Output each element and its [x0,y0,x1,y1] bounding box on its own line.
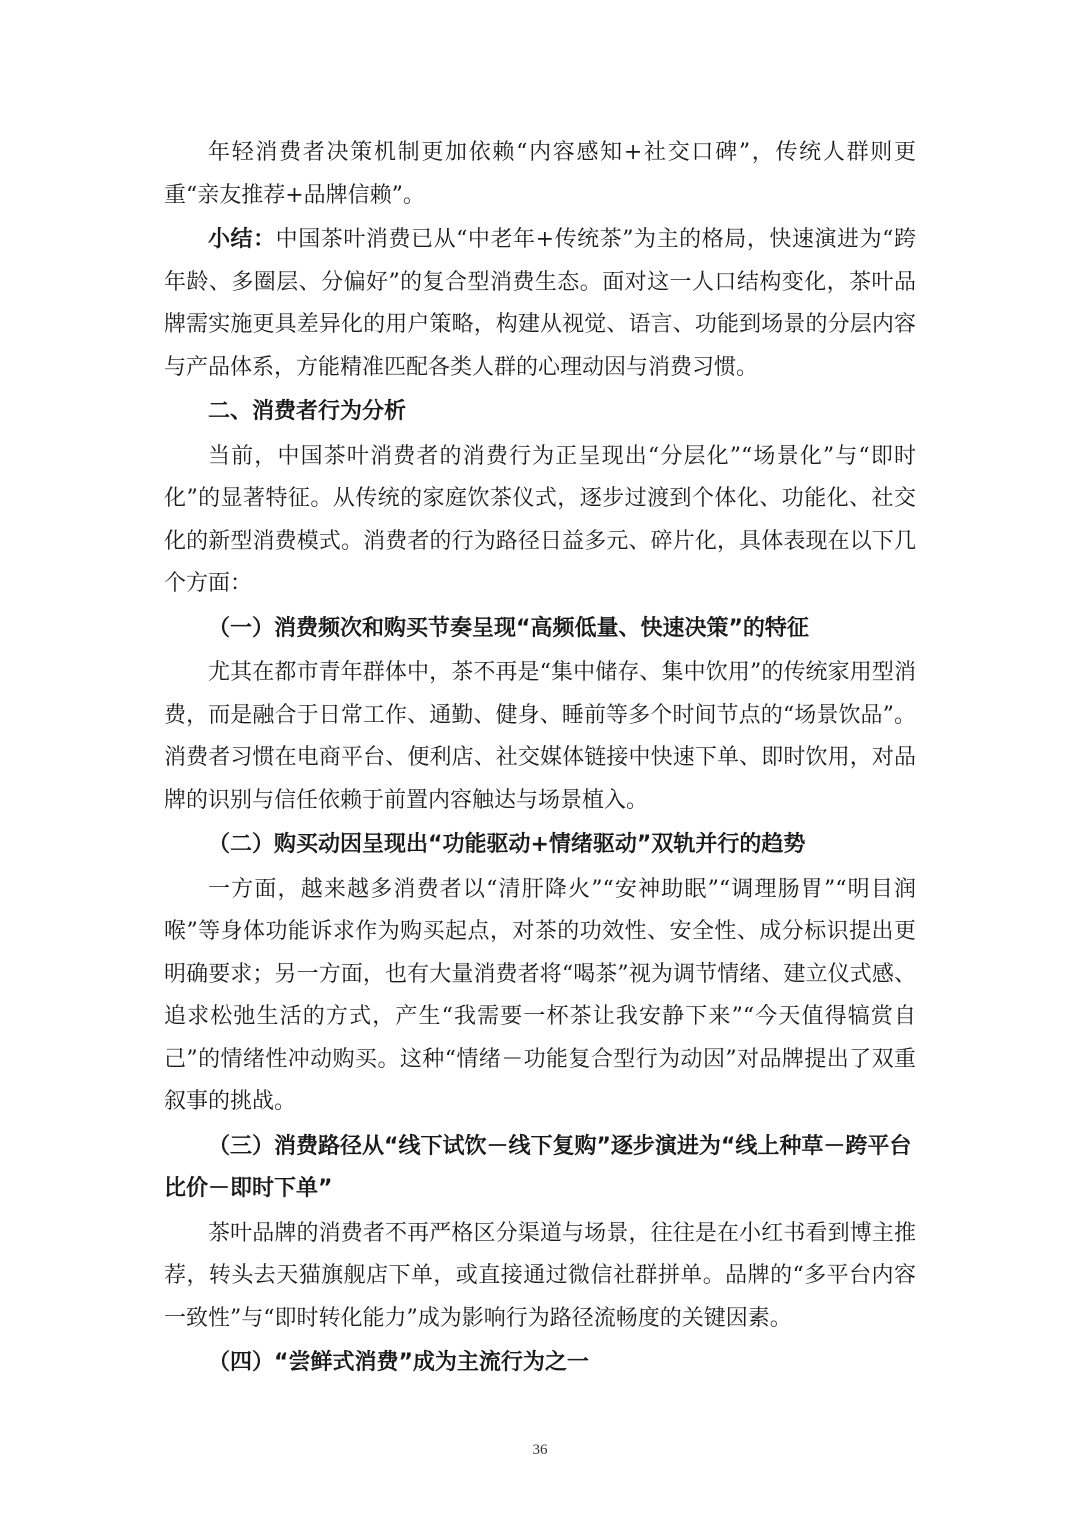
page-number: 36 [532,1442,548,1458]
summary-text: 中国茶叶消费已从“中老年+传统茶”为主的格局，快速演进为“跨年龄、多圈层、分偏好”的复合型消费生态。面对这一人口结构变化，茶叶品牌需实施更具差异化的用户策略，构建从视觉、语言、功能到场景的分层内容与产品体系，方能精准匹配各类人群的心理动因与消费习惯。 [164,227,916,380]
page-content [164,132,916,1385]
paragraph-path: 茶叶品牌的消费者不再严格区分渠道与场景，往往是在小红书看到博主推荐，转头去天猫旗舰店下单，或直接通过微信社群拼单。品牌的“多平台内容一致性”与“即时转化能力”成为影响行为路径流畅度的关键因素。 [164,1220,916,1331]
subheading-1: （一）消费频次和购买节奏呈现“高频低量、快速决策”的特征 [208,615,809,641]
subheading-3: （三）消费路径从“线下试饮－线下复购”逐步演进为“线上种草－跨平台比价－即时下单” [164,1133,912,1201]
paragraph-frequency: 尤其在都市青年群体中，茶不再是“集中储存、集中饮用”的传统家用型消费，而是融合于日常工作、通勤、健身、睡前等多个时间节点的“场景饮品”。消费者习惯在电商平台、便利店、社交媒体链接中快速下单、即时饮用，对品牌的识别与信任依赖于前置内容触达与场景植入。 [164,660,916,813]
summary-lead: 小结： [208,227,276,252]
subheading-2: （二）购买动因呈现出“功能驱动+情绪驱动”双轨并行的趋势 [208,832,806,857]
section-heading: 二、消费者行为分析 [208,399,407,424]
subheading-4: （四）“尝鲜式消费”成为主流行为之一 [208,1350,589,1375]
paragraph-young-consumers: 年轻消费者决策机制更加依赖“内容感知+社交口碑”，传统人群则更重“亲友推荐+品牌信赖”。 [164,140,916,208]
paragraph-motivation: 一方面，越来越多消费者以“清肝降火”“安神助眠”“调理肠胃”“明目润喉”等身体功能诉求作为购买起点，对茶的功效性、安全性、成分标识提出更明确要求；另一方面，也有大量消费者将“喝茶”视为调节情绪、建立仪式感、追求松弛生活的方式，产生“我需要一杯茶让我安静下来”“今天值得犒赏自己”的情绪性冲动购买。这种“情绪－功能复合型行为动因”对品牌提出了双重叙事的挑战。 [164,876,916,1114]
paragraph-summary [164,219,916,389]
paragraph-intro: 当前，中国茶叶消费者的消费行为正呈现出“分层化”“场景化”与“即时化”的显著特征。从传统的家庭饮茶仪式，逐步过渡到个体化、功能化、社交化的新型消费模式。消费者的行为路径日益多元、碎片化，具体表现在以下几个方面： [164,443,916,596]
